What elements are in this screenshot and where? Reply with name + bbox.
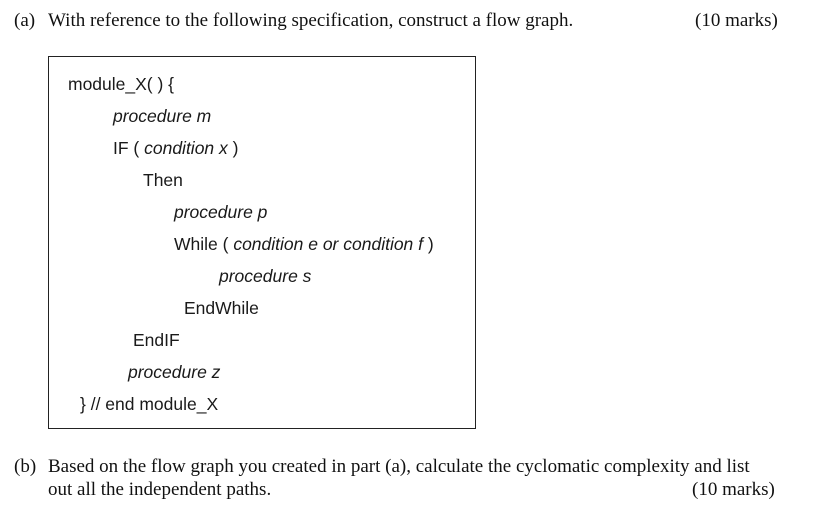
while-keyword: While ( xyxy=(174,234,234,254)
if-close: ) xyxy=(227,138,239,158)
part-a-question: With reference to the following specification, construct a flow graph. xyxy=(48,10,574,31)
part-a-marks: (10 marks) xyxy=(695,10,778,31)
code-line-endif: EndIF xyxy=(133,330,180,350)
if-condition: condition x xyxy=(144,138,228,158)
code-line-endwhile: EndWhile xyxy=(184,298,259,318)
part-b-label: (b) xyxy=(14,456,37,477)
code-line-procedure-m: procedure m xyxy=(113,106,212,126)
code-line-then: Then xyxy=(143,170,183,190)
code-line-procedure-s: procedure s xyxy=(219,266,312,286)
part-b-marks: (10 marks) xyxy=(692,479,775,500)
code-line-procedure-z: procedure z xyxy=(128,362,221,382)
if-keyword: IF ( xyxy=(113,138,145,158)
code-line-while xyxy=(174,234,434,255)
code-line-procedure-p: procedure p xyxy=(174,202,268,222)
while-condition: condition e or condition f xyxy=(233,234,424,254)
while-close: ) xyxy=(423,234,434,254)
part-a-label: (a) xyxy=(14,10,36,31)
code-line-module-start: module_X( ) { xyxy=(68,74,175,94)
part-b-question-line1: Based on the flow graph you created in part (a), calculate the cyclomatic complexity and list xyxy=(48,456,750,477)
part-b-question-line2: out all the independent paths. xyxy=(48,479,272,500)
code-line-if xyxy=(113,138,238,159)
code-line-module-end: } // end module_X xyxy=(80,394,219,414)
